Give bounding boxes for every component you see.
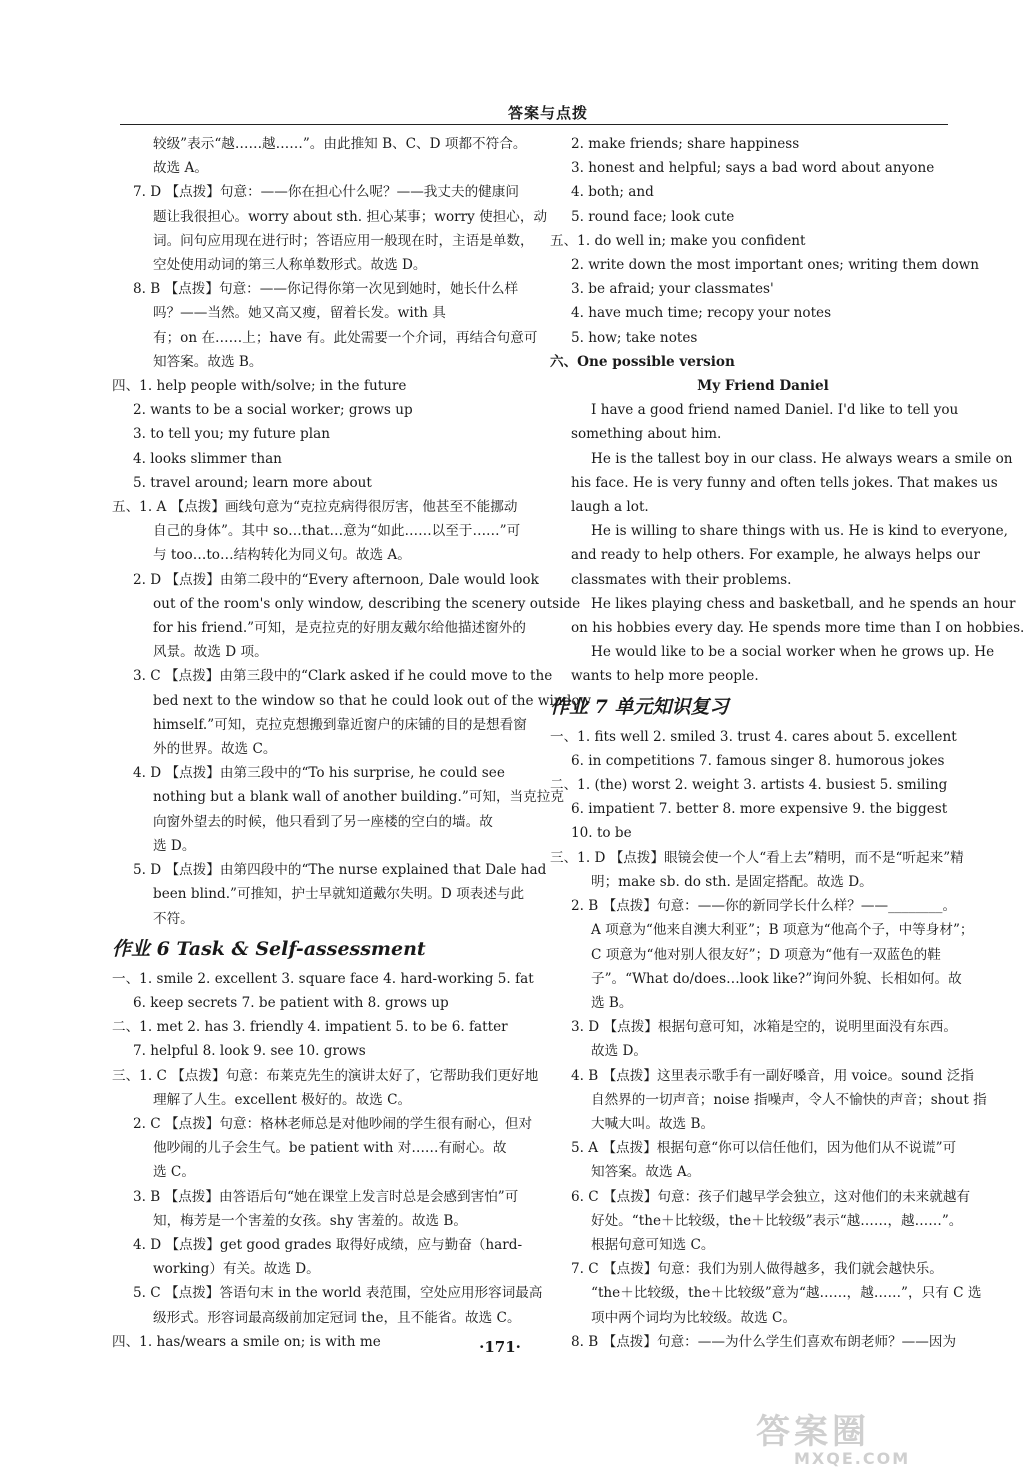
answer-line: 5. A 【点拨】根据句意“你可以信任他们，因为他们从不说谎”可	[571, 1140, 957, 1157]
answer-line: 一、1. smile 2. excellent 3. square face 4. hard-working 5. fat	[112, 970, 534, 987]
answer-line: 6. in competitions 7. famous singer 8. humorous jokes	[571, 752, 945, 769]
answer-line: 五、1. A 【点拨】画线句意为“克拉克病得很厉害，他甚至不能挪动	[112, 499, 518, 516]
answer-line: his face. He is very funny and often tells jokes. That makes us	[571, 474, 998, 491]
section-heading: 作业 6 Task & Self-assessment	[112, 937, 426, 960]
answer-line: been blind.”可推知，护士早就知道戴尔失明。D 项表述与此	[153, 886, 525, 903]
answer-line: 5. C 【点拨】答语句末 in the world 表范围，空处应用形容词最高	[133, 1285, 543, 1302]
answer-line: 大喊大叫。故选 B。	[591, 1115, 715, 1132]
answer-line: 二、1. (the) worst 2. weight 3. artists 4. busiest 5. smiling	[550, 777, 948, 794]
answer-line: 2. write down the most important ones; writing them down	[571, 257, 980, 274]
answer-line: 4. have much time; recopy your notes	[571, 305, 832, 322]
page-number: ·171·	[479, 1338, 521, 1356]
left-column	[112, 132, 592, 1354]
answer-line: 外的世界。故选 C。	[153, 741, 277, 758]
answer-line: 级形式。形容词最高级前加定冠词 the，且不能省。故选 C。	[153, 1309, 521, 1326]
watermark-url: MXQE.COM	[794, 1449, 911, 1468]
answer-line: 吗？——当然。她又高又瘦，留着长发。with 具	[153, 305, 446, 322]
answer-line: 8. B 【点拨】句意：——你记得你第一次见到她时，她长什么样	[133, 281, 519, 298]
answer-line: 自然界的一切声音；noise 指噪声，令人不愉快的声音；shout 指	[591, 1091, 987, 1108]
answer-line: 5. travel around; learn more about	[133, 474, 372, 491]
answer-line: 3. be afraid; your classmates'	[571, 281, 774, 298]
answer-line: He is willing to share things with us. He is kind to everyone,	[591, 523, 1008, 540]
answer-line: 2. D 【点拨】由第二段中的“Every afternoon, Dale would look	[133, 571, 539, 588]
answer-line: 空处使用动词的第三人称单数形式。故选 D。	[153, 257, 427, 274]
answer-line: 理解了人生。excellent 极好的。故选 C。	[153, 1091, 412, 1108]
answer-line: 风景。故选 D 项。	[153, 644, 268, 661]
answer-line: 四、1. help people with/solve; in the future	[112, 378, 407, 395]
answer-line: 4. D 【点拨】get good grades 取得好成绩，应与勤奋（hard-	[133, 1236, 523, 1253]
answer-line: 知答案。故选 B。	[153, 353, 263, 370]
answer-line: 4. D 【点拨】由第三段中的“To his surprise, he could see	[133, 765, 505, 782]
answer-line: working）有关。故选 D。	[153, 1261, 320, 1278]
answer-line: 7. helpful 8. look 9. see 10. grows	[133, 1043, 366, 1060]
answer-line: and ready to help others. For example, he always helps our	[571, 547, 980, 564]
answer-line: “the＋比较级，the＋比较级”意为“越……，越……”，只有 C 选	[591, 1285, 982, 1302]
answer-line: bed next to the window so that he could look out of the window	[153, 692, 592, 709]
answer-line: 知答案。故选 A。	[591, 1164, 701, 1181]
answer-line: on his hobbies every day. He spends more time than I on hobbies.	[571, 620, 1024, 637]
answer-line: 向窗外望去的时候，他只看到了另一座楼的空白的墙。故	[153, 813, 493, 830]
answer-line: 6. keep secrets 7. be patient with 8. grows up	[133, 994, 449, 1011]
answer-line: 好处。“the＋比较级，the＋比较级”表示“越……，越……”。	[591, 1212, 963, 1229]
answer-line: out of the room's only window, describing the scenery outside	[153, 595, 581, 612]
page-header	[120, 100, 948, 125]
answer-line: 2. wants to be a social worker; grows up	[133, 402, 413, 419]
answer-line: 三、1. C 【点拨】句意：布莱克先生的演讲太好了，它帮助我们更好地	[112, 1067, 539, 1084]
answer-line: 知，梅芳是一个害羞的女孩。shy 害羞的。故选 B。	[153, 1212, 467, 1229]
answer-line: 有；on 在……上；have 有。此处需要一个介词，再结合句意可	[153, 329, 538, 346]
answer-line: He likes playing chess and basketball, and he spends an hour	[591, 595, 1016, 612]
right-column	[550, 132, 1024, 1354]
answer-line: 故选 A。	[153, 160, 208, 177]
header-title: 答案与点拨	[507, 104, 588, 122]
answer-line: 7. C 【点拨】句意：我们为别人做得越多，我们就会越快乐。	[571, 1261, 943, 1278]
answer-line: 3. B 【点拨】由答语后句“她在课堂上发言时总是会感到害怕”可	[133, 1188, 519, 1205]
answer-line: 选 C。	[153, 1164, 195, 1181]
answer-line: 3. D 【点拨】根据句意可知，冰箱是空的，说明里面没有东西。	[571, 1019, 957, 1036]
answer-line: wants to help more people.	[571, 668, 759, 685]
answer-line: 选 D。	[153, 837, 196, 854]
answer-line: 与 too…to…结构转化为同义句。故选 A。	[153, 547, 411, 564]
answer-line: 5. D 【点拨】由第四段中的“The nurse explained that Dale had	[133, 862, 547, 879]
answer-line: 5. round face; look cute	[571, 208, 735, 225]
answer-line: 8. B 【点拨】句意：——为什么学生们喜欢布朗老师？——因为	[571, 1333, 957, 1350]
answer-line: 7. D 【点拨】句意：——你在担心什么呢？——我丈夫的健康问	[133, 184, 519, 201]
answer-line: I have a good friend named Daniel. I'd like to tell you	[591, 402, 959, 419]
answer-line: 4. looks slimmer than	[133, 450, 282, 467]
answer-line: 3. honest and helpful; says a bad word about anyone	[571, 160, 935, 177]
section-heading: 作业 7 单元知识复习	[550, 695, 729, 718]
answer-line: classmates with their problems.	[571, 571, 792, 588]
watermark-logo	[756, 1404, 976, 1466]
answer-line: 他吵闹的儿子会生气。be patient with 对……有耐心。故	[153, 1140, 507, 1157]
answer-line: 不符。	[153, 910, 194, 927]
answer-line: 3. C 【点拨】由第三段中的“Clark asked if he could move to the	[133, 668, 553, 685]
answer-line: 6. C 【点拨】句意：孩子们越早学会独立，这对他们的未来就越有	[571, 1188, 971, 1205]
answer-line: for his friend.”可知，是克拉克的好朋友戴尔给他描述窗外的	[153, 620, 526, 637]
answer-line: 3. to tell you; my future plan	[133, 426, 330, 443]
answer-line: 选 B。	[591, 994, 633, 1011]
answer-line: something about him.	[571, 426, 722, 443]
answer-line: 根据句意可知选 C。	[591, 1236, 715, 1253]
answer-line: 明；make sb. do sth. 是固定搭配。故选 D。	[591, 873, 873, 890]
answer-line: A 项意为“他来自澳大利亚”；B 项意为“他高个子，中等身材”；	[591, 922, 974, 939]
answer-line: 10. to be	[571, 825, 632, 842]
answer-line: 一、1. fits well 2. smiled 3. trust 4. cares about 5. excellent	[550, 728, 957, 745]
answer-line: 自己的身体”。其中 so…that…意为“如此……以至于……”可	[153, 523, 521, 540]
answer-line: 较级”表示“越……越……”。由此推知 B、C、D 项都不符合。	[153, 136, 527, 152]
answer-line: 六、One possible version	[550, 353, 735, 370]
answer-line: He would like to be a social worker when he grows up. He	[591, 644, 995, 661]
answer-line: 2. C 【点拨】句意：格林老师总是对他吵闹的学生很有耐心，但对	[133, 1115, 533, 1132]
answer-line: 二、1. met 2. has 3. friendly 4. impatient 5. to be 6. fatter	[112, 1019, 508, 1036]
answer-line: 题让我很担心。worry about sth. 担心某事；worry 使担心，动	[153, 208, 548, 225]
answer-line: 5. how; take notes	[571, 329, 698, 346]
answer-line: 4. B 【点拨】这里表示歌手有一副好嗓音，用 voice。sound 泛指	[571, 1067, 974, 1084]
answer-line: laugh a lot.	[571, 499, 649, 516]
answer-line: 子”。“What do/does…look like?”询问外貌、长相如何。故	[591, 970, 962, 987]
answer-line: 2. B 【点拨】句意：——你的新同学长什么样？——________。	[571, 898, 957, 915]
answer-line: 词。问句应用现在进行时；答语应用一般现在时，主语是单数，	[153, 232, 534, 249]
answer-line: 项中两个词均为比较级。故选 C。	[591, 1309, 797, 1326]
answer-line: C 项意为“他对别人很友好”；D 项意为“他有一双蓝色的鞋	[591, 946, 941, 963]
answer-line: He is the tallest boy in our class. He always wears a smile on	[591, 450, 1013, 467]
answer-line: nothing but a blank wall of another building.”可知，当克拉克	[153, 789, 564, 806]
answer-line: 五、1. do well in; make you confident	[550, 232, 806, 249]
answer-line: 6. impatient 7. better 8. more expensive 9. the biggest	[571, 801, 948, 818]
answer-line: 四、1. has/wears a smile on; is with me	[112, 1333, 381, 1350]
answer-line: 三、1. D 【点拨】眼镜会使一个人“看上去”精明，而不是“听起来”精	[550, 849, 964, 866]
answer-line: 2. make friends; share happiness	[571, 136, 800, 152]
answer-line: himself.”可知，克拉克想搬到靠近窗户的床铺的目的是想看窗	[153, 716, 527, 733]
watermark-text: 答案圈	[756, 1412, 870, 1452]
answer-line: 故选 D。	[591, 1043, 648, 1060]
essay-title: My Friend Daniel	[697, 378, 829, 395]
answer-line: 4. both; and	[571, 184, 654, 201]
